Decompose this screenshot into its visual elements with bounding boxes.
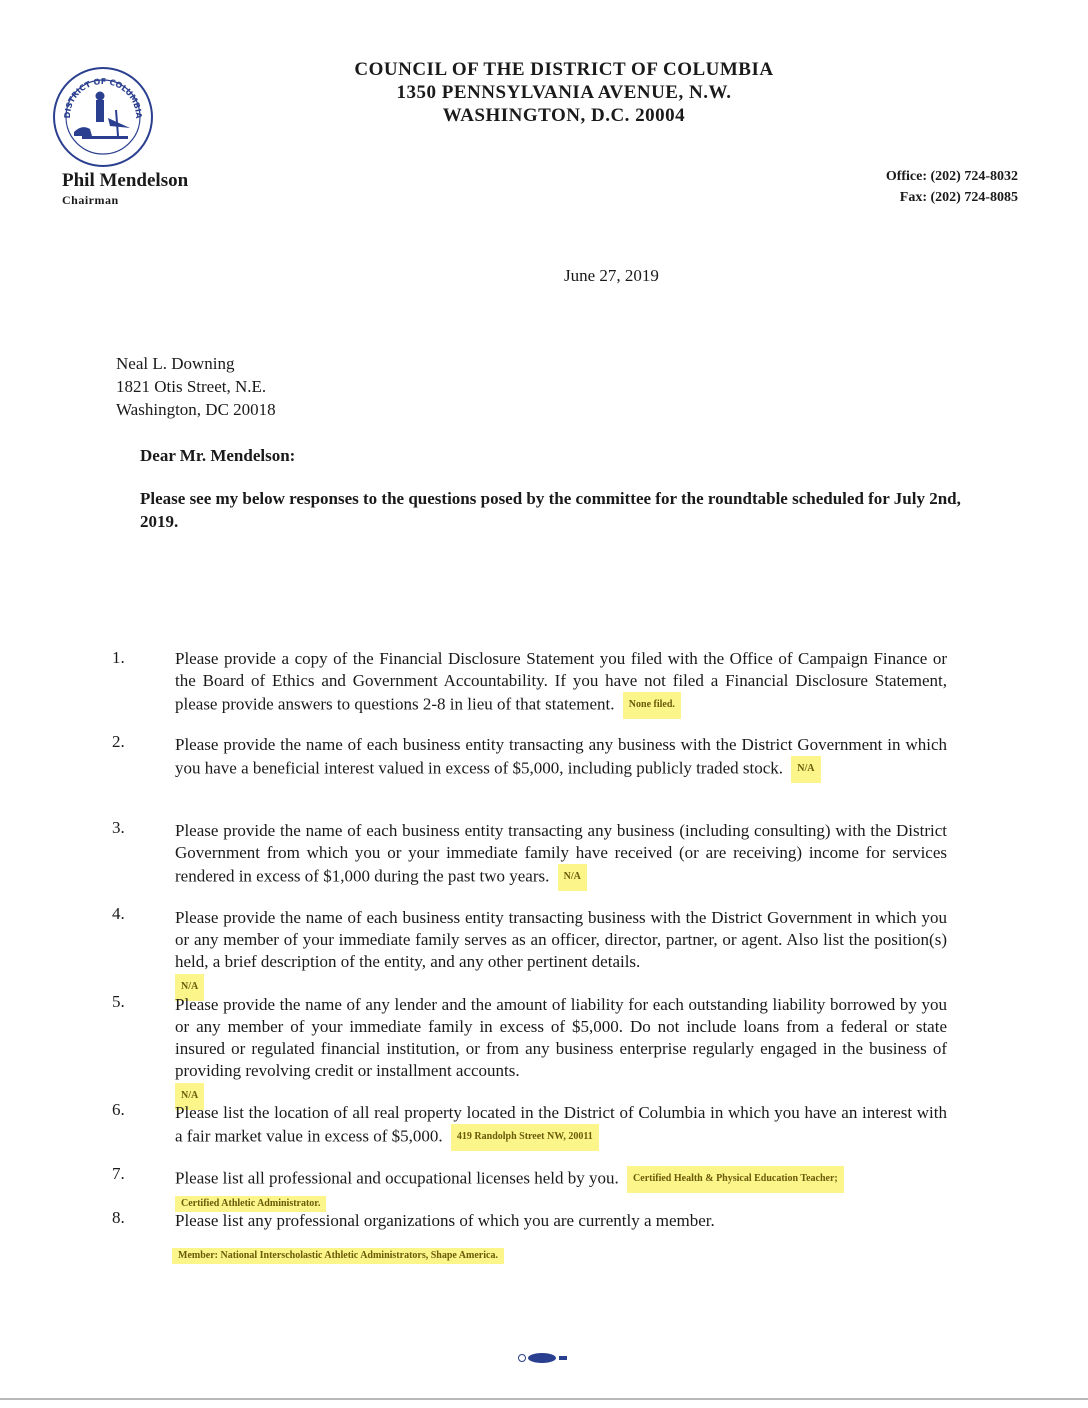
question-number: 2. <box>112 732 125 751</box>
salutation: Dear Mr. Mendelson: <box>140 446 296 465</box>
council-line-2: 1350 PENNSYLVANIA AVENUE, N.W. <box>396 82 732 103</box>
chairman-title: Chairman <box>62 193 119 207</box>
question-text <box>175 820 947 891</box>
question-text <box>175 648 947 719</box>
answer-highlight: Certified Health & Physical Education Teacher; <box>627 1166 844 1193</box>
question-number: 3. <box>112 818 125 837</box>
question-number: 1. <box>112 648 125 667</box>
council-heading <box>0 58 1088 127</box>
answer-highlight: Member: National Interscholastic Athletic Administrators, Shape America. <box>172 1248 504 1264</box>
question-body: Please provide the name of each business entity transacting any business with the District Government in which you have a beneficial interest valued in excess of $5,000, including publicly traded stock. <box>175 735 947 778</box>
question-body: Please provide the name of each business entity transacting business with the District Government in which you or any member of your immediate family serves as an officer, director, partner, or agent. Also list the position(s) held, a brief description of the entity, and any other pertinent details. <box>175 908 947 971</box>
office-phone: Office: (202) 724-8032 <box>885 169 1018 184</box>
intro-paragraph: Please see my below responses to the questions posed by the committee for the roundtable scheduled for July 2nd, 2019. <box>140 489 961 531</box>
fax-number: Fax: (202) 724-8085 <box>899 190 1018 205</box>
answer-highlight: N/A <box>175 974 204 1001</box>
council-line-1: COUNCIL OF THE DISTRICT OF COLUMBIA <box>354 59 774 80</box>
question-number: 8. <box>112 1208 125 1227</box>
question-text <box>175 907 947 1001</box>
answer-highlight-line-2: Certified Athletic Administrator. <box>175 1196 326 1212</box>
question-text <box>175 734 947 783</box>
question-body: Please list all professional and occupational licenses held by you. <box>175 1168 619 1188</box>
question-number: 5. <box>112 992 125 1011</box>
seal-text: DISTRICT OF COLUMBIA <box>62 76 144 119</box>
question-text <box>175 1210 947 1232</box>
question-number: 6. <box>112 1100 125 1119</box>
question-number: 4. <box>112 904 125 923</box>
council-line-3: WASHINGTON, D.C. 20004 <box>442 105 686 126</box>
recipient-city: Washington, DC 20018 <box>116 400 276 419</box>
answer-highlight: None filed. <box>623 692 681 719</box>
recipient-name: Neal L. Downing <box>116 354 235 373</box>
union-bug-icon <box>512 1352 572 1364</box>
answer-highlight: 419 Randolph Street NW, 20011 <box>451 1124 599 1151</box>
question-text <box>175 1102 947 1151</box>
question-body: Please provide the name of each business entity transacting any business (including consulting) with the District Government from which you or your immediate family have received (or are receiving) income for services rendered in excess of $1,000 during the past two years. <box>175 821 947 886</box>
contact-block <box>886 166 1018 208</box>
answer-highlight: N/A <box>791 756 820 783</box>
question-text <box>175 994 947 1110</box>
question-body: Please list any professional organizations of which you are currently a member. <box>175 1211 715 1230</box>
recipient-street: 1821 Otis Street, N.E. <box>116 377 267 396</box>
answer-highlight: N/A <box>558 864 587 891</box>
letter-date: June 27, 2019 <box>564 266 659 285</box>
question-body: Please provide the name of any lender and the amount of liability for each outstanding liability borrowed by you or any member of your immediate family in excess of $5,000. Do not include loans from a federal or state insured or regulated financial institution, or from any business enterprise regularly engaged in the business of providing revolving credit or installment accounts. <box>175 995 947 1080</box>
page-bottom-rule <box>0 1398 1088 1400</box>
question-body: Please provide a copy of the Financial Disclosure Statement you filed with the Office of Campaign Finance or the Board of Ethics and Government Accountability. If you have not filed a Financial Disclosure Statement, please provide answers to questions 2-8 in lieu of that statement. <box>175 649 947 714</box>
question-number: 7. <box>112 1164 125 1183</box>
recipient-address <box>116 352 276 421</box>
answer-block <box>172 1245 504 1263</box>
chairman-name: Phil Mendelson <box>62 170 189 191</box>
question-text <box>175 1166 985 1212</box>
answer-highlight: N/A <box>175 1083 204 1110</box>
question-body: Please list the location of all real property located in the District of Columbia in which you have an interest with a fair market value in excess of $5,000. <box>175 1103 947 1146</box>
